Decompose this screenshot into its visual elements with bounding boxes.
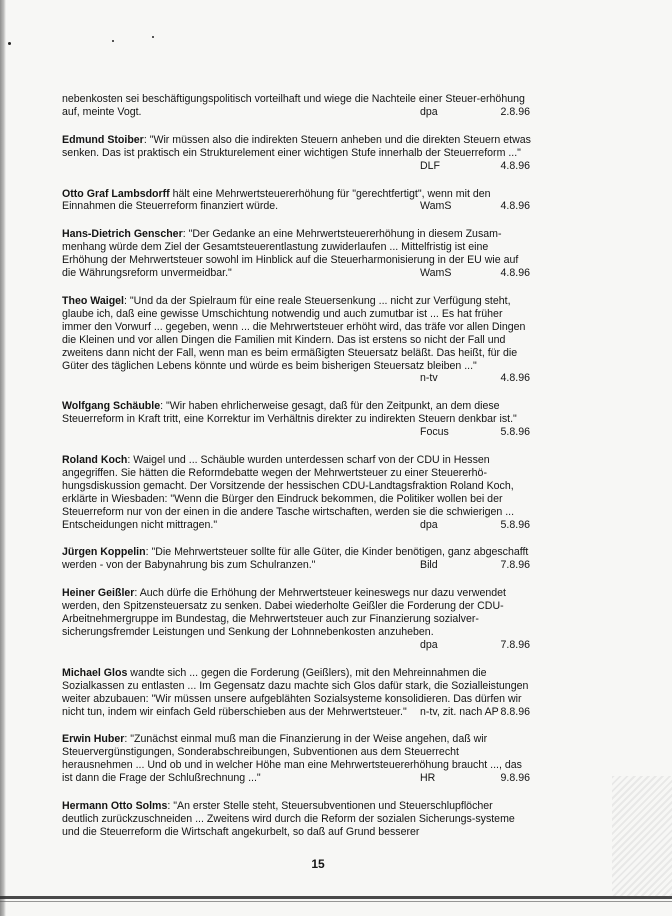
quote-paragraph (62, 133, 532, 172)
scan-speck (8, 42, 11, 45)
quote-text: : "Der Gedanke an eine Mehrwertsteuererhöhung in diesem Zusam-menhang würde dem Ziel der Gesamtsteuerentlastung zuwiderlaufen ... Mittelfristig ist eine Erhöhung der Mehrwertsteuer sowohl im Hinblick auf die Steuerharmonisierung in der EU wie auf die Währungsreform unvermeidbar." (62, 228, 519, 280)
quote-entry (62, 546, 532, 572)
quote-entry (62, 400, 532, 439)
source-outlet: n-tv (420, 372, 438, 385)
citation (420, 706, 532, 719)
quote-entry (62, 295, 532, 385)
source-date: 7.8.96 (500, 638, 530, 651)
quote-paragraph (62, 800, 532, 839)
quote-entry (62, 93, 532, 119)
scan-edge-shadow (0, 0, 6, 916)
speaker-name: Edmund Stoiber (62, 133, 144, 146)
speaker-name: Otto Graf Lambsdorff (62, 187, 170, 200)
quote-paragraph (62, 733, 532, 785)
source-outlet: DLF (420, 159, 441, 172)
source-outlet: WamS (420, 200, 452, 213)
speaker-name: Heiner Geißler (62, 587, 135, 600)
source-date: 4.8.96 (500, 267, 530, 280)
source-date: 9.8.96 (500, 772, 530, 785)
source-outlet: WamS (420, 267, 452, 280)
citation (420, 426, 532, 439)
speaker-name: Hans-Dietrich Genscher (62, 228, 183, 241)
citation (420, 372, 532, 385)
source-date: 5.8.96 (500, 426, 530, 439)
source-outlet: Bild (420, 559, 438, 572)
citation (420, 639, 532, 652)
citation (420, 559, 532, 572)
quote-text: : Waigel und ... Schäuble wurden unterdessen scharf von der CDU in Hessen angegriffen. Sie hätten die Reformdebatte wegen der Mehrwertsteuer zu einer Steuererhö-hungsdiskussion gemacht. Der Vorsitzende der hessischen CDU-Landtagsfraktion Roland Koch, erklärte in Wiesbaden: "Wenn die Bürger den Eindruck bekommen, die Politiker wollen bei der Steuerreform nur von der einen in die andere Tasche wirtschaften, werden sie die schwierigen ... Entscheidungen nicht mittragen." (62, 454, 515, 531)
quote-text: hält eine Mehrwertsteuererhöhung für "gerechtfertigt", wenn mit den Einnahmen die Steuerreform finanziert würde. (62, 187, 491, 213)
quote-paragraph (62, 587, 532, 651)
quote-text: : Auch dürfe die Erhöhung der Mehrwertsteuer keineswegs nur dazu verwendet werden, den Spitzensteuersatz zu senken. Dabei wiederholte Geißler die Forderung der CDU-Arbeitnehmergruppe im Bundestag, die Mehrwertsteuer auch zur Finanzierung sozialver-sicherungsfremder Leistungen und Senkung der Lohnnebenkosten anzuheben. (62, 587, 507, 638)
source-date: 2.8.96 (500, 105, 530, 118)
speaker-name: Hermann Otto Solms (62, 800, 168, 813)
quote-text: : "Wir haben ehrlicherweise gesagt, daß für den Zeitpunkt, an dem diese Steuerreform in Kraft tritt, eine Korrektur im Verhältnis direkter zu indirekten Steuern denkbar ist." (62, 400, 517, 426)
quote-text: : "Die Mehrwertsteuer sollte für alle Güter, die Kinder benötigen, ganz abgeschafft werden - von der Babynahrung bis zum Schulranzen." (62, 546, 529, 572)
citation (420, 267, 532, 280)
citation (420, 200, 532, 213)
source-outlet: dpa (420, 105, 438, 118)
quote-entry (62, 188, 532, 214)
citation (420, 160, 532, 173)
quote-paragraph (62, 667, 532, 719)
source-outlet: dpa (420, 518, 438, 531)
bottom-scan-rule (0, 896, 672, 899)
speaker-name: Erwin Huber (62, 733, 125, 746)
source-date: 8.8.96 (500, 705, 530, 718)
scan-noise (612, 776, 672, 896)
quote-entry (62, 228, 532, 280)
quote-paragraph (62, 454, 532, 531)
quote-text: : "An erster Stelle steht, Steuersubventionen und Steuerschlupflöcher deutlich zurückzuschneiden ... Zweitens wird durch die Reform der sozialen Sicherungs-systeme und die Steuerreform die Wirtschaft angekurbelt, so daß auf Grund besserer (62, 800, 515, 838)
source-date: 4.8.96 (500, 372, 530, 385)
quote-text: : "Und da der Spielraum für eine reale Steuersenkung ... nicht zur Verfügung steht, glaube ich, daß eine gewisse Umschichtung notwendig und auch zumutbar ist ... Es hat früher immer den Vorwurf ... gegeben, wenn ... die Mehrwertsteuer erhöht wird, das träfe vor allen Dingen die Kleinen und vor allen Dingen die Familien mit Kindern. Das ist erstens so nicht der Fall und zweitens dann nicht der Fall, wenn man es beim ermäßigten Steuersatz beläßt. Das heißt, für die Güter des täglichen Lebens könnte und würde es beim bisherigen Steuersatz bleiben ..." (62, 294, 526, 372)
quote-paragraph (62, 93, 532, 119)
citation (420, 519, 532, 532)
speaker-name: Michael Glos (62, 666, 128, 679)
speaker-name: Theo Waigel (62, 294, 124, 307)
quote-entry (62, 800, 532, 839)
scan-speck (112, 40, 114, 42)
quote-entry (62, 587, 532, 652)
bottom-scan-rule (0, 901, 672, 902)
quote-list (62, 93, 532, 854)
source-date: 7.8.96 (500, 559, 530, 572)
page-number: 15 (311, 857, 325, 871)
quote-paragraph (62, 228, 532, 280)
quote-text: nebenkosten sei beschäftigungspolitisch vorteilhaft und wiege die Nachteile einer Steuer-erhöhung auf, meinte Vogt. (62, 93, 525, 118)
source-date: 5.8.96 (500, 518, 530, 531)
speaker-name: Roland Koch (62, 454, 128, 467)
source-date: 4.8.96 (500, 200, 530, 213)
quote-entry (62, 454, 532, 531)
quote-text: wandte sich ... gegen die Forderung (Geißlers), mit den Mehreinnahmen die Sozialkassen zu entlasten ... Im Gegensatz dazu machte sich Glos dafür stark, die Sozialleistungen weiter abzubauen: "Wir müssen unsere aufgeblähten Sozialsysteme konsolidieren. Das dürfen wir nicht tun, indem wir einfach Geld rüberschieben aus der Mehrwertsteuer." (62, 666, 529, 718)
quote-entry (62, 733, 532, 785)
citation (420, 772, 532, 785)
source-date: 4.8.96 (500, 159, 530, 172)
quote-text: : "Wir müssen also die indirekten Steuern anheben und die direkten Steuern etwas senken. Das ist praktisch ein Strukturelement einer wichtigen Stufe innerhalb der Steuerreform ..." (62, 133, 531, 159)
citation (420, 106, 532, 119)
quote-text: : "Zunächst einmal muß man die Finanzierung in der Weise angehen, daß wir Steuervergünstigungen, Sonderabschreibungen, Subventionen aus dem Steuerrecht herausnehmen ... Und ob und in welcher Höhe man eine Mehrwertsteuererhöhung braucht ..., das ist dann die Frage der Schlußrechnung ..." (62, 733, 522, 785)
quote-entry (62, 667, 532, 719)
source-outlet: Focus (420, 426, 449, 439)
speaker-name: Jürgen Koppelin (62, 546, 146, 559)
source-outlet: HR (420, 772, 436, 785)
source-outlet: dpa (420, 638, 438, 651)
quote-paragraph (62, 294, 532, 385)
source-outlet: n-tv, zit. nach AP (420, 705, 499, 718)
quote-paragraph (62, 400, 532, 439)
quote-paragraph (62, 546, 532, 572)
quote-paragraph (62, 188, 532, 214)
scan-speck (152, 36, 154, 38)
quote-entry (62, 134, 532, 173)
speaker-name: Wolfgang Schäuble (62, 400, 161, 413)
